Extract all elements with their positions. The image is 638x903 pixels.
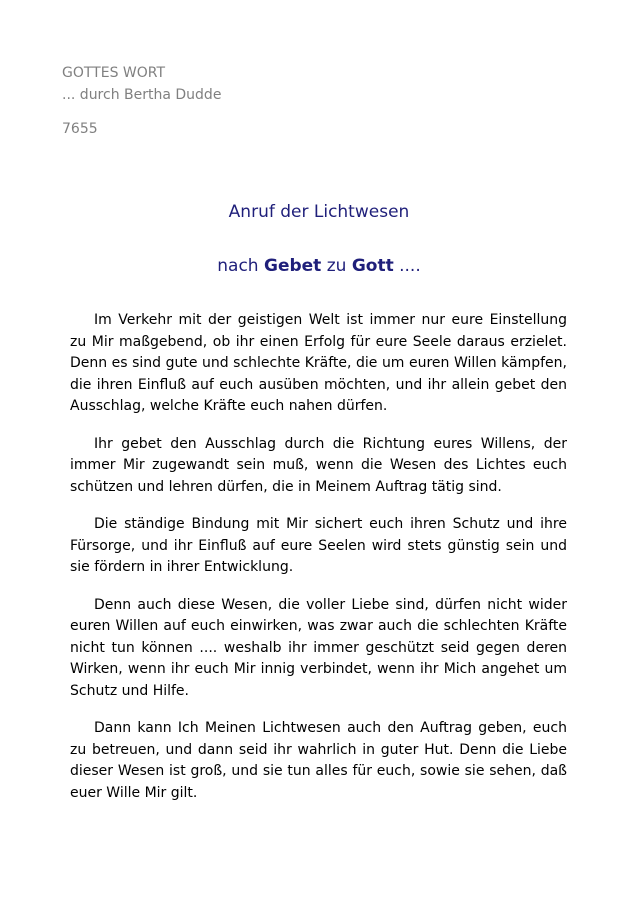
- subtitle-bold-gott: Gott: [351, 256, 394, 276]
- page-subtitle: [0, 254, 638, 278]
- paragraph-4: Denn auch diese Wesen, die voller Liebe sind, dürfen nicht wider euren Willen auf euch einwirken, was zwar auch die schlechten Kräfte nicht tun können .... weshalb ihr immer geschützt seid gegen deren Wirken, wenn ihr euch Mir innig verbindet, wenn ihr Mich angehet um Schutz und Hilfe.: [70, 596, 567, 699]
- document-number: 7655: [62, 121, 98, 137]
- subtitle-suffix: ....: [399, 256, 421, 276]
- page-title: Anruf der Lichtwesen: [228, 202, 410, 222]
- source-label: GOTTES WORT: [62, 65, 166, 81]
- body-text: [70, 310, 567, 820]
- paragraph-3: Die ständige Bindung mit Mir sichert euch ihren Schutz und ihre Fürsorge, und ihr Einfluß auf eure Seelen wird stets günstig sein und sie fördern in ihrer Entwicklung.: [70, 516, 567, 575]
- subtitle-bold-gebet: Gebet: [263, 256, 322, 276]
- paragraph-5: Dann kann Ich Meinen Lichtwesen auch den Auftrag geben, euch zu betreuen, und dann seid ihr wahrlich in guter Hut. Denn die Liebe dieser Wesen ist groß, und sie tun alles für euch, sowie sie sehen, daß euer Wille Mir gilt.: [70, 720, 567, 801]
- subtitle-prefix: nach: [217, 256, 259, 276]
- author-line: ... durch Bertha Dudde: [62, 87, 222, 103]
- paragraph-1: Im Verkehr mit der geistigen Welt ist immer nur eure Einstellung zu Mir maßgebend, ob ihr einen Erfolg für eure Seele daraus erzielet. Denn es sind gute und schlechte Kräfte, die um euren Willen kämpfen, die ihren Einfluß auf euch ausüben möchten, und ihr allein gebet den Ausschlag, welche Kräfte euch nahen dürfen.: [70, 312, 567, 414]
- subtitle-mid: zu: [326, 256, 347, 276]
- paragraph-2: Ihr gebet den Ausschlag durch die Richtung eures Willens, der immer Mir zugewandt sein muß, wenn die Wesen des Lichtes euch schützen und lehren dürfen, die in Meinem Auftrag tätig sind.: [70, 435, 567, 495]
